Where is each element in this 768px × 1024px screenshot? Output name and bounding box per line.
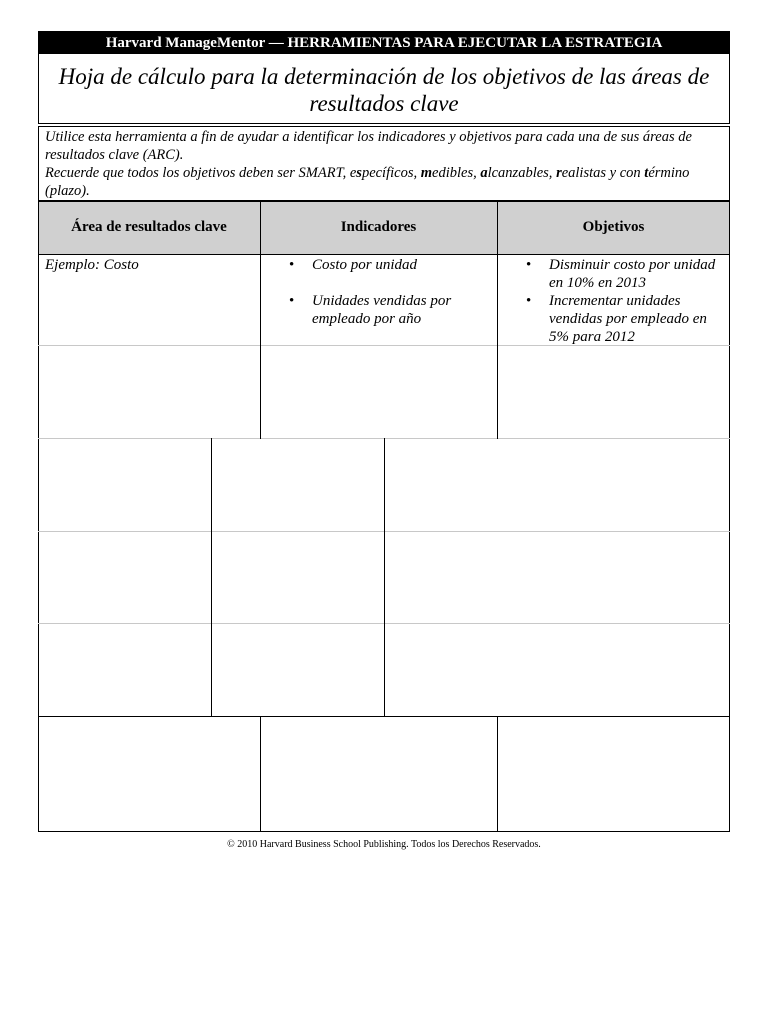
bullet-icon: • <box>526 293 532 309</box>
column-divider <box>260 716 261 832</box>
instructions <box>38 126 730 203</box>
instructions-line-2: Recuerde que todos los objetivos deben ser SMART, específicos, medibles, alcanzables, realistas y con término (plazo). <box>45 165 690 199</box>
list-item: • Unidades vendidas por empleado por año <box>289 293 452 327</box>
header-area: Área de resultados clave <box>71 219 227 235</box>
table-border-bottom <box>38 831 730 832</box>
list-item: • Incrementar unidades vendidas por empleado en 5% para 2012 <box>526 293 707 345</box>
bullet-icon: • <box>289 257 295 273</box>
bullet-icon: • <box>526 257 532 273</box>
header-objectives: Objetivos <box>582 219 645 235</box>
column-divider <box>260 200 261 439</box>
example-objectives <box>526 256 727 346</box>
copyright-footer: © 2010 Harvard Business School Publishing. Todos los Derechos Reservados. <box>227 839 541 850</box>
example-area: Ejemplo: Costo <box>45 257 139 273</box>
page-title: Hoja de cálculo para la determinación de los objetivos de las áreas de resultados clave <box>38 54 730 124</box>
header-divider <box>38 254 730 255</box>
table-border-right <box>729 200 730 832</box>
bullet-icon: • <box>289 293 295 309</box>
table-border-top <box>38 200 730 202</box>
header-banner: Harvard ManageMentor — HERRAMIENTAS PARA EJECUTAR LA ESTRATEGIA <box>38 31 730 54</box>
column-divider <box>211 438 212 717</box>
instructions-line-1: Utilice esta herramienta a fin de ayudar a identificar los indicadores y objetivos para cada una de sus áreas de resultados clave (ARC). <box>45 129 692 163</box>
column-divider <box>384 438 385 717</box>
list-item: • Disminuir costo por unidad en 10% en 2013 <box>526 257 716 291</box>
header-indicators: Indicadores <box>340 219 417 235</box>
example-indicators <box>289 256 492 328</box>
column-divider <box>497 716 498 832</box>
kra-table <box>38 200 730 832</box>
table-border-left <box>38 200 39 832</box>
worksheet <box>38 31 730 203</box>
list-item: • Costo por unidad <box>289 257 418 273</box>
column-divider <box>497 200 498 439</box>
